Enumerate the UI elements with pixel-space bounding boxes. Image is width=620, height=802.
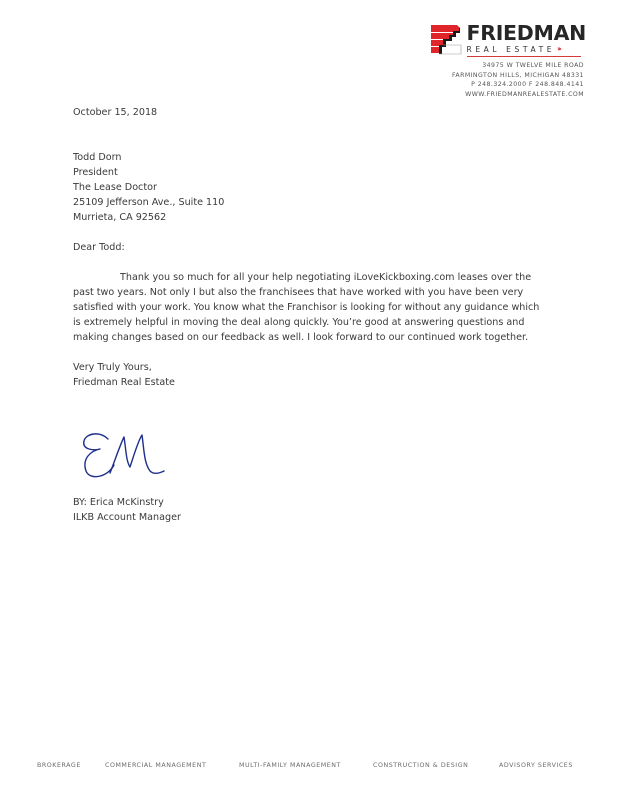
address-city: FARMINGTON HILLS, MICHIGAN 48331 (451, 71, 584, 79)
body-line: Thank you so much for all your help negotiating iLoveKickboxing.com leases over the (120, 272, 532, 283)
closing-block (73, 360, 593, 390)
address-website: WWW.FRIEDMANREALESTATE.COM (465, 90, 584, 98)
salutation: Dear Todd: (73, 242, 125, 253)
brand-subtitle: REAL ESTATE (466, 45, 556, 54)
brand-name: FRIEDMAN (466, 21, 586, 45)
body-line: making changes based on our feedback as well. I look forward to our continued work together. (73, 332, 529, 343)
recipient-title: President (73, 167, 118, 178)
handwritten-signature (80, 427, 180, 487)
recipient-company: The Lease Doctor (73, 182, 157, 193)
footer-service-commercial-management: COMMERCIAL MANAGEMENT (105, 762, 207, 769)
letter-body (73, 105, 593, 390)
company-address (396, 61, 586, 99)
friedman-logo-mark-icon (429, 23, 463, 55)
body-line: satisfied with your work. You know what the Franchisor is looking for without any guidance which (73, 302, 540, 313)
recipient-name: Todd Dorn (73, 152, 122, 163)
address-street: 34975 W TWELVE MILE ROAD (482, 62, 584, 69)
recipient-street: 25109 Jefferson Ave., Suite 110 (73, 197, 225, 208)
body-line: is extremely helpful in moving the deal along quickly. You’re good at answering questions and (73, 317, 525, 328)
footer-service-multi-family-management: MULTI-FAMILY MANAGEMENT (239, 762, 341, 769)
closing-company: Friedman Real Estate (73, 377, 175, 388)
signer-block (73, 495, 181, 525)
signer-name: BY: Erica McKinstry (73, 497, 164, 508)
footer-service-brokerage: BROKERAGE (37, 762, 81, 769)
recipient-block (73, 150, 593, 225)
logo (396, 22, 586, 57)
address-phone-fax: P 248.324.2000 F 248.848.4141 (471, 81, 584, 88)
footer-service-advisory-services: ADVISORY SERVICES (499, 762, 573, 769)
signer-title: ILKB Account Manager (73, 512, 181, 523)
body-paragraph (73, 270, 593, 345)
letter-date: October 15, 2018 (73, 107, 158, 118)
footer-service-construction-design: CONSTRUCTION & DESIGN (373, 762, 469, 769)
recipient-city: Murrieta, CA 92562 (73, 212, 167, 223)
letterhead (396, 22, 586, 99)
closing-phrase: Very Truly Yours, (73, 362, 152, 373)
body-line: past two years. Not only I but also the franchisees that have worked with you have been very (73, 287, 524, 298)
chevrons-icon: ››› (557, 45, 560, 53)
brand-subtitle-row (467, 45, 581, 57)
